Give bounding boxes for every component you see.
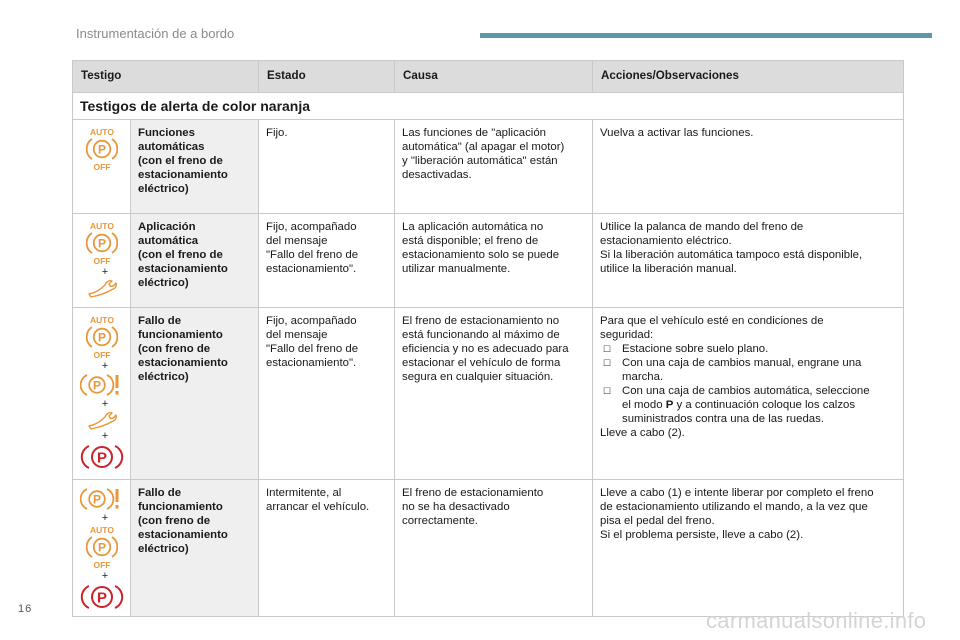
state-line: Fijo, acompañado [266,221,357,233]
actions-line: Utilice la palanca de mando del freno de [600,221,804,233]
cause-line: eficiencia y no es adecuado para [402,343,569,355]
table-row [73,214,904,308]
function-line: automática [138,235,199,247]
wrench-icon [85,278,119,298]
actions-line: Si el problema persiste, lleve a cabo (2). [600,529,804,541]
section-title: Testigos de alerta de color naranja [73,93,904,120]
function-cell [131,214,259,308]
icon-cell [73,480,131,617]
actions-line: Para que el vehículo esté en condiciones de [600,315,824,327]
parking-brake-red-icon [80,442,124,472]
state-line: "Fallo del freno de [266,343,359,355]
function-cell [131,120,259,214]
bullet-item: ☐ Estacione sobre suelo plano. [600,342,897,356]
function-cell [131,308,259,480]
cause-line: está disponible; el freno de [402,235,539,247]
function-line: (con freno de [138,343,211,355]
cause-line: estacionamiento solo se puede [402,249,560,261]
plus-sign: + [101,512,109,524]
actions-line: seguridad: [600,329,654,341]
cause-cell [395,480,593,617]
cause-line: automática" (al apagar el motor) [402,141,565,153]
function-line: (con el freno de [138,155,223,167]
function-line: (con freno de [138,515,211,527]
function-line: estacionamiento [138,169,228,181]
function-line: estacionamiento [138,529,228,541]
p-letter: P [92,378,102,393]
actions-line: de estacionamiento utilizando el mando, a la vez que [600,501,868,513]
function-line: Aplicación [138,221,196,233]
parking-brake-fault-icon [80,486,124,512]
table-header-row [73,61,904,93]
icon-cell [73,214,131,308]
cause-line: está funcionando al máximo de [402,329,560,341]
function-line: eléctrico) [138,543,189,555]
function-line: Funciones [138,127,195,139]
actions-cell [593,480,904,617]
cause-line: La aplicación automática no [402,221,544,233]
cause-cell [395,214,593,308]
plus-sign: + [101,398,109,410]
auto-off-parking-icon [86,126,118,172]
cause-line: segura en cualquier situación. [402,371,554,383]
table-row [73,480,904,617]
cause-line: El freno de estacionamiento no [402,315,560,327]
cause-line: correctamente. [402,515,478,527]
function-cell [131,480,259,617]
state-text: Fijo. [266,127,288,139]
header-accent-bar [480,33,932,38]
state-cell [259,120,395,214]
p-letter: P [96,589,108,607]
plus-sign: + [101,570,109,582]
state-cell [259,480,395,617]
bullet-item: ☐ Con una caja de cambios manual, engrane una marcha. [600,356,897,384]
column-header-estado: Estado [259,61,395,93]
actions-cell [593,120,904,214]
auto-off-parking-icon [86,220,118,266]
cause-line: estacionar el vehículo de forma [402,357,561,369]
actions-line: utilice la liberación manual. [600,263,737,275]
function-line: eléctrico) [138,183,189,195]
icon-cell [73,308,131,480]
state-line: del mensaje [266,329,328,341]
actions-line: pisa el pedal del freno. [600,515,715,527]
cause-line: utilizar manualmente. [402,263,511,275]
state-cell [259,308,395,480]
state-line: Fijo, acompañado [266,315,357,327]
p-letter: P [96,449,108,467]
state-line: arrancar el vehículo. [266,501,370,513]
actions-line: Vuelva a activar las funciones. [600,127,754,139]
actions-line: estacionamiento eléctrico. [600,235,732,247]
page-header-title: Instrumentación de a bordo [76,26,235,41]
state-cell [259,214,395,308]
actions-cell [593,214,904,308]
plus-sign: + [101,360,109,372]
state-line: del mensaje [266,235,328,247]
function-line: funcionamiento [138,501,223,513]
state-line: estacionamiento". [266,263,357,275]
table-row [73,308,904,480]
state-line: "Fallo del freno de [266,249,359,261]
function-line: Fallo de [138,315,182,327]
column-header-acciones: Acciones/Observaciones [593,61,904,93]
function-line: eléctrico) [138,277,189,289]
icon-cell [73,120,131,214]
table-row [73,120,904,214]
actions-line: Lleve a cabo (2). [600,427,685,439]
actions-cell [593,308,904,480]
column-header-testigo: Testigo [73,61,259,93]
cause-line: Las funciones de "aplicación [402,127,546,139]
state-line: estacionamiento". [266,357,357,369]
cause-line: y "liberación automática" están [402,155,558,167]
p-letter: P [92,492,102,507]
auto-off-parking-icon [86,314,118,360]
parking-brake-red-icon [80,582,124,612]
function-line: funcionamiento [138,329,223,341]
cause-cell [395,120,593,214]
page-number: 16 [18,603,33,615]
cause-line: El freno de estacionamiento [402,487,544,499]
column-header-causa: Causa [395,61,593,93]
function-line: estacionamiento [138,357,228,369]
function-line: automáticas [138,141,205,153]
cause-cell [395,308,593,480]
warning-lights-table [72,60,904,617]
actions-line: Lleve a cabo (1) e intente liberar por completo el freno [600,487,874,499]
wrench-icon [85,410,119,430]
cause-line: no se ha desactivado [402,501,510,513]
state-line: Intermitente, al [266,487,342,499]
actions-line: Si la liberación automática tampoco está disponible, [600,249,863,261]
function-line: estacionamiento [138,263,228,275]
function-line: eléctrico) [138,371,189,383]
plus-sign: + [101,430,109,442]
section-row [73,93,904,120]
plus-sign: + [101,266,109,278]
gear-mode-p: P [665,399,674,411]
bullet-item: ☐ Con una caja de cambios automática, seleccione el modo P y a continuación coloque los calzos suministrados contra una de las ruedas. [600,384,897,426]
function-line: (con el freno de [138,249,223,261]
watermark: carmanualsonline.info [706,608,927,633]
parking-brake-fault-icon [80,372,124,398]
auto-off-parking-icon [86,524,118,570]
cause-line: desactivadas. [402,169,472,181]
function-line: Fallo de [138,487,182,499]
